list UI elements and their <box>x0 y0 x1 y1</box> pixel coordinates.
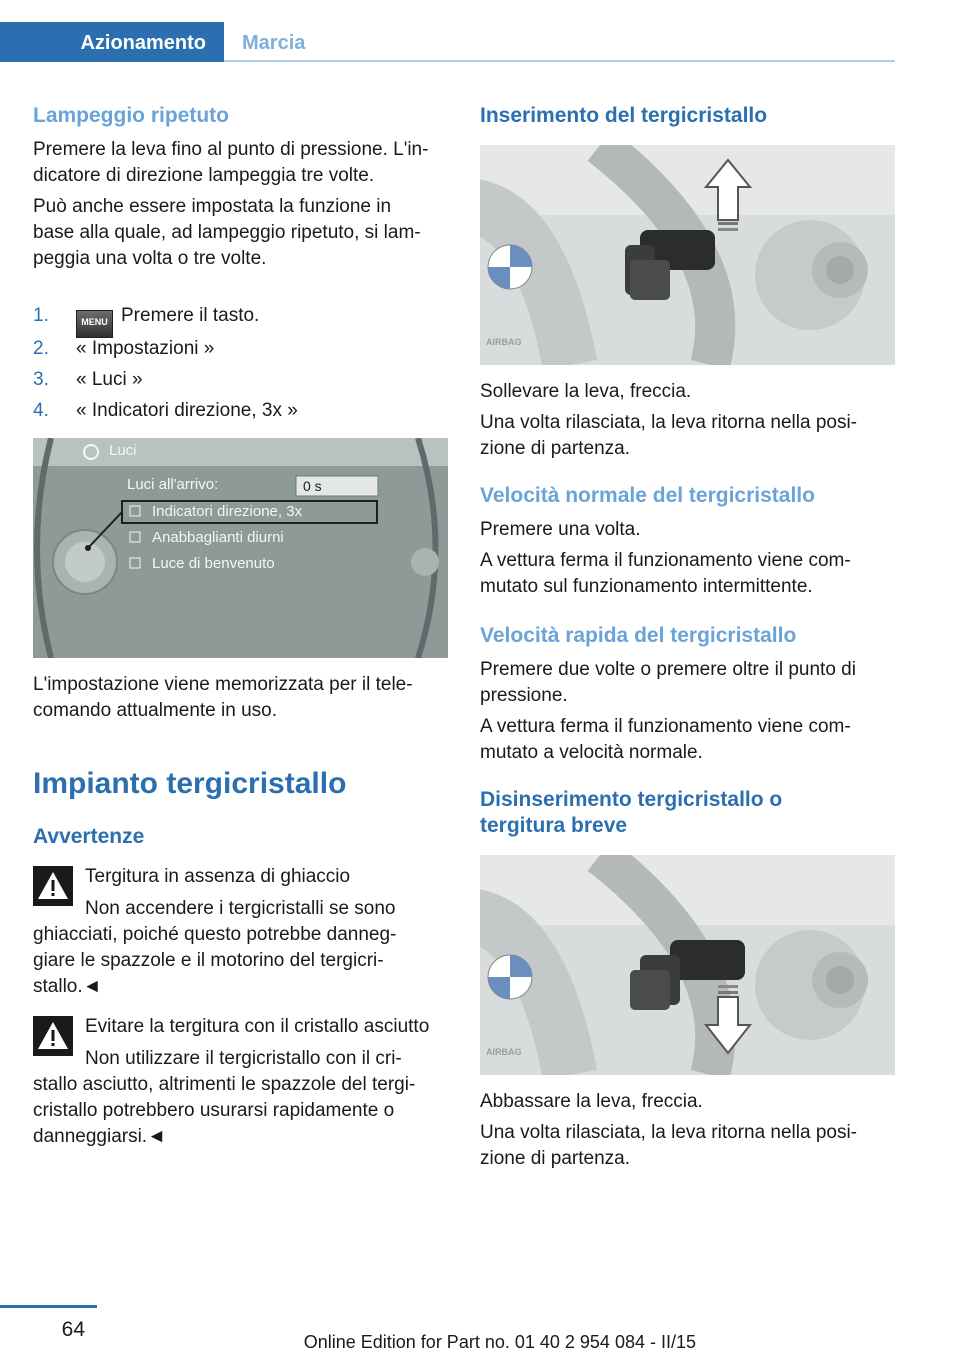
warning-icon <box>33 866 73 906</box>
footer-rule <box>0 1305 97 1308</box>
edition-text: Online Edition for Part no. 01 40 2 954 084 - II/15 <box>303 1332 696 1352</box>
heading-velocita-rapida: Velocità rapida del tergicristallo <box>480 624 797 647</box>
paragraph-line: Premere una volta. <box>480 519 641 540</box>
list-item <box>33 303 448 331</box>
paragraph-line: stallo asciutto, altrimenti le spazzole del tergi‐ <box>33 1074 416 1095</box>
screen-row-value: 0 s <box>303 478 322 494</box>
screen-row: Anabbaglianti diurni <box>152 529 284 546</box>
heading-disinserimento-line2: tergitura breve <box>480 814 628 837</box>
warning-icon <box>33 1016 73 1056</box>
wiper-lever-up-image <box>480 145 895 365</box>
paragraph-line: Premere due volte o premere oltre il punto di <box>480 659 856 680</box>
paragraph-line: dicatore di direzione lampeggia tre volte. <box>33 165 375 186</box>
step-text: Premere il tasto. <box>121 305 260 326</box>
heading-inserimento: Inserimento del tergicristallo <box>480 104 768 127</box>
list-number: 4. <box>33 400 49 421</box>
paragraph-line: L'impostazione viene memorizzata per il tele‐ <box>33 674 413 695</box>
screen-row: Luce di benvenuto <box>152 555 275 572</box>
heading-impianto-tergicristallo: Impianto tergicristallo <box>33 767 347 800</box>
paragraph-line: Sollevare la leva, freccia. <box>480 381 692 402</box>
idrive-screen-image <box>33 438 448 658</box>
tab-marcia[interactable]: Marcia <box>224 22 895 62</box>
list-text <box>76 303 259 338</box>
heading-avvertenze: Avvertenze <box>33 825 145 848</box>
heading-disinserimento: Disinserimento tergicristallo o <box>480 788 783 811</box>
airbag-label: AIRBAG <box>486 337 522 347</box>
list-text: « Impostazioni » <box>76 338 215 359</box>
list-item <box>33 398 448 426</box>
screen-title: Luci <box>109 442 137 459</box>
list-number: 3. <box>33 369 49 390</box>
paragraph-line: Non accendere i tergicristalli se sono <box>85 898 396 919</box>
wiper-lever-down-image <box>480 855 895 1075</box>
paragraph-line: peggia una volta o tre volte. <box>33 248 267 269</box>
chapter-tabs <box>0 22 895 62</box>
paragraph-line: Una volta rilasciata, la leva ritorna nella posi‐ <box>480 412 858 433</box>
list-text: « Indicatori direzione, 3x » <box>76 400 298 421</box>
paragraph-line: Non utilizzare il tergicristallo con il cri‐ <box>85 1048 402 1069</box>
paragraph-line: base alla quale, ad lampeggio ripetuto, si lam‐ <box>33 222 421 243</box>
paragraph-line: Abbassare la leva, freccia. <box>480 1091 703 1112</box>
paragraph-line: cristallo potrebbero usurarsi rapidamente o <box>33 1100 395 1121</box>
paragraph-line: zione di partenza. <box>480 438 630 459</box>
page-number: 64 <box>61 1318 85 1341</box>
menu-button-icon: MENU <box>76 310 113 338</box>
list-text: « Luci » <box>76 369 143 390</box>
paragraph-line: Può anche essere impostata la funzione in <box>33 196 392 217</box>
paragraph-line: A vettura ferma il funzionamento viene com‐ <box>480 716 851 737</box>
paragraph-line: Una volta rilasciata, la leva ritorna nella posi‐ <box>480 1122 858 1143</box>
paragraph-line: danneggiarsi.◄ <box>33 1126 166 1147</box>
airbag-label: AIRBAG <box>486 1047 522 1057</box>
list-number: 2. <box>33 338 49 359</box>
paragraph-line: mutato a velocità normale. <box>480 742 703 763</box>
paragraph-line: ghiacciati, poiché questo potrebbe danneg‐ <box>33 924 397 945</box>
tab-azionamento[interactable]: Azionamento <box>0 22 224 62</box>
paragraph-line: zione di partenza. <box>480 1148 630 1169</box>
paragraph-line: mutato sul funzionamento intermittente. <box>480 576 813 597</box>
paragraph-line: A vettura ferma il funzionamento viene com‐ <box>480 550 851 571</box>
heading-lampeggio-ripetuto: Lampeggio ripetuto <box>33 104 229 127</box>
screen-row-selected: Indicatori direzione, 3x <box>152 503 303 520</box>
paragraph-line: Premere la leva fino al punto di pressione. L'in‐ <box>33 139 429 160</box>
screen-row-label: Luci all'arrivo: <box>127 476 219 493</box>
paragraph-line: pressione. <box>480 685 568 706</box>
list-item <box>33 367 448 395</box>
warning-title: Evitare la tergitura con il cristallo asciutto <box>85 1016 430 1037</box>
list-item <box>33 336 448 364</box>
paragraph-line: stallo.◄ <box>33 976 102 997</box>
paragraph-line: comando attualmente in uso. <box>33 700 277 721</box>
paragraph-line: giare le spazzole e il motorino del tergicri‐ <box>33 950 384 971</box>
list-number: 1. <box>33 305 49 326</box>
heading-velocita-normale: Velocità normale del tergicristallo <box>480 484 815 507</box>
warning-title: Tergitura in assenza di ghiaccio <box>85 866 351 887</box>
